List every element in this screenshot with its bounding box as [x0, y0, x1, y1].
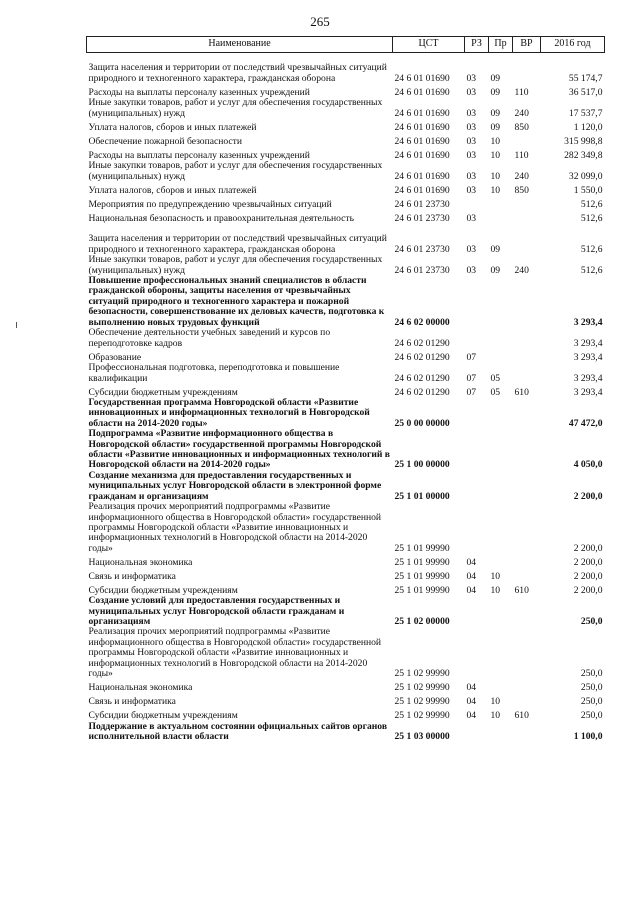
cell-name: Создание условий для предоставления государственных и муниципальных услуг Новгородской области гражданам и организациям — [88, 595, 345, 627]
cell-vr — [513, 53, 541, 85]
cell-vr: 240 — [514, 264, 529, 276]
cell-pr: 10 — [490, 149, 501, 161]
cell-pr — [489, 196, 513, 210]
cell-vr — [513, 429, 541, 471]
cell-amount: 1 100,0 — [573, 730, 603, 742]
cell-pr: 10 — [490, 184, 501, 196]
cell-vr — [513, 349, 541, 363]
cell-pr — [489, 596, 513, 627]
cell-vr — [513, 502, 541, 554]
cell-cst: 25 1 01 00000 — [394, 490, 450, 502]
cell-amount: 512,6 — [580, 212, 603, 224]
cell-vr — [513, 596, 541, 627]
cell-pr: 09 — [490, 243, 501, 255]
cell-cst: 25 1 02 00000 — [394, 615, 450, 627]
cell-amount: 315 998,8 — [564, 135, 603, 147]
header-vr: ВР — [513, 37, 541, 53]
cell-name: Иные закупки товаров, работ и услуг для обеспечения государственных (муниципальных) нужд — [88, 254, 383, 276]
cell-amount: 512,6 — [580, 243, 603, 255]
cell-rz: 03 — [466, 135, 477, 147]
table-row — [87, 363, 605, 384]
cell-pr: 09 — [490, 107, 501, 119]
cell-name: Создание механизма для предоставления государственных и муниципальных услуг Новгородской области в электронной форме гражданам и организациям — [88, 469, 382, 502]
cell-cst: 25 1 01 99990 — [394, 570, 450, 582]
cell-pr — [489, 471, 513, 502]
cell-cst: 24 6 02 01290 — [394, 337, 450, 349]
cell-name: Мероприятия по предупреждению чрезвычайных ситуаций — [88, 198, 332, 210]
cell-name: Субсидии бюджетным учреждениям — [88, 709, 238, 721]
cell-vr — [513, 568, 541, 582]
cell-rz — [465, 429, 489, 471]
cell-pr — [489, 721, 513, 742]
cell-amount: 250,0 — [580, 709, 603, 721]
cell-amount: 2 200,0 — [573, 542, 603, 554]
cell-cst: 24 6 01 23730 — [394, 264, 450, 276]
table-row — [87, 98, 605, 119]
cell-vr: 240 — [514, 107, 529, 119]
cell-rz: 07 — [466, 372, 477, 384]
cell-rz: 03 — [466, 184, 477, 196]
cell-name: Профессиональная подготовка, переподготовка и повышение квалификации — [88, 362, 340, 384]
cell-pr: 10 — [490, 709, 501, 721]
cell-pr — [489, 276, 513, 328]
cell-vr — [513, 471, 541, 502]
cell-cst: 25 1 02 99990 — [394, 667, 450, 679]
cell-name: Расходы на выплаты персоналу казенных учреждений — [88, 149, 310, 161]
cell-amount: 32 099,0 — [568, 170, 603, 182]
cell-amount: 3 293,4 — [573, 316, 603, 328]
cell-rz — [465, 328, 489, 349]
cell-vr: 850 — [514, 184, 529, 196]
cell-cst: 25 1 03 00000 — [394, 730, 450, 742]
cell-name: Подпрограмма «Развитие информационного общества в Новгородской области» государственной программы Новгородской области «Развитие инновационных и информационных технологий в Новгородской области на 2014-2020 годы» — [88, 428, 390, 471]
cell-amount: 250,0 — [580, 681, 603, 693]
cell-cst: 24 6 02 01290 — [394, 351, 450, 363]
cell-name: Обеспечение деятельности учебных заведений и курсов по переподготовке кадров — [88, 327, 331, 349]
table-row — [87, 224, 605, 255]
cell-vr — [513, 328, 541, 349]
cell-amount: 250,0 — [580, 695, 603, 707]
cell-rz: 04 — [466, 695, 477, 707]
cell-rz: 07 — [466, 386, 477, 398]
cell-vr: 110 — [514, 86, 529, 98]
table-row — [87, 471, 605, 502]
cell-name: Реализация прочих мероприятий подпрограммы «Развитие информационного общества в Новгородской области» государственной программы Новгородской области «Развитие инновационных и информационных технологий в Новгородской области на 2014-2020 годы» — [88, 501, 382, 554]
cell-vr — [513, 210, 541, 224]
cell-pr — [489, 502, 513, 554]
table-row — [87, 502, 605, 554]
cell-cst: 25 0 00 00000 — [394, 417, 450, 429]
table-row — [87, 276, 605, 328]
cell-name: Национальная экономика — [88, 681, 193, 693]
cell-rz: 03 — [466, 212, 477, 224]
cell-name: Иные закупки товаров, работ и услуг для обеспечения государственных (муниципальных) нужд — [88, 97, 383, 119]
cell-pr: 10 — [490, 695, 501, 707]
cell-amount: 3 293,4 — [573, 337, 603, 349]
cell-name: Обеспечение пожарной безопасности — [88, 135, 243, 147]
cell-cst: 24 6 01 01690 — [394, 184, 450, 196]
cell-cst: 24 6 01 23730 — [394, 198, 450, 210]
cell-rz — [465, 627, 489, 679]
cell-amount: 3 293,4 — [573, 386, 603, 398]
cell-cst: 25 1 02 99990 — [394, 681, 450, 693]
cell-cst: 24 6 02 01290 — [394, 386, 450, 398]
cell-rz: 04 — [466, 570, 477, 582]
cell-name: Повышение профессиональных знаний специалистов в области гражданской обороны, защиты населения от чрезвычайных ситуаций природного и техногенного характера и пожарной безопасности, совершенствование их деловых качеств, подготовка к выполнению новых трудовых функций — [88, 275, 385, 328]
cell-amount: 250,0 — [580, 615, 603, 627]
cell-cst: 24 6 01 01690 — [394, 86, 450, 98]
table-row — [87, 133, 605, 147]
cell-vr: 240 — [514, 170, 529, 182]
cell-cst: 24 6 01 01690 — [394, 107, 450, 119]
cell-rz: 04 — [466, 709, 477, 721]
cell-cst: 25 1 01 99990 — [394, 584, 450, 596]
cell-pr: 10 — [490, 135, 501, 147]
cell-pr — [489, 679, 513, 693]
table-row — [87, 119, 605, 133]
table-row — [87, 84, 605, 98]
cell-pr — [489, 210, 513, 224]
cell-rz: 03 — [466, 149, 477, 161]
cell-name: Уплата налогов, сборов и иных платежей — [88, 184, 257, 196]
cell-name: Национальная экономика — [88, 556, 193, 568]
cell-cst: 24 6 01 01690 — [394, 72, 450, 84]
cell-cst: 24 6 02 00000 — [394, 316, 450, 328]
cell-pr — [489, 398, 513, 429]
cell-rz — [465, 721, 489, 742]
cell-rz: 07 — [466, 351, 477, 363]
cell-amount: 2 200,0 — [573, 490, 603, 502]
cell-pr — [489, 349, 513, 363]
cell-vr — [513, 196, 541, 210]
cell-name: Защита населения и территории от последствий чрезвычайных ситуаций природного и техногенного характера, гражданская оборона — [88, 62, 387, 84]
table-row — [87, 196, 605, 210]
cell-name: Реализация прочих мероприятий подпрограммы «Развитие информационного общества в Новгородской области» государственной программы Новгородской области «Развитие инновационных и информационных технологий в Новгородской области на 2014-2020 годы» — [88, 626, 382, 679]
cell-name: Уплата налогов, сборов и иных платежей — [88, 121, 257, 133]
cell-pr: 05 — [490, 372, 501, 384]
table-row — [87, 147, 605, 161]
cell-cst: 24 6 01 01690 — [394, 135, 450, 147]
cell-vr — [513, 554, 541, 568]
cell-rz: 03 — [466, 264, 477, 276]
table-row — [87, 679, 605, 693]
cell-cst: 24 6 01 23730 — [394, 212, 450, 224]
cell-vr: 850 — [514, 121, 529, 133]
cell-amount: 512,6 — [580, 264, 603, 276]
cell-cst: 24 6 02 01290 — [394, 372, 450, 384]
cell-pr: 09 — [490, 86, 501, 98]
cell-pr: 09 — [490, 121, 501, 133]
cell-cst: 24 6 01 01690 — [394, 170, 450, 182]
cell-pr: 09 — [490, 72, 501, 84]
cell-amount: 3 293,4 — [573, 372, 603, 384]
cell-cst: 24 6 01 23730 — [394, 243, 450, 255]
cell-amount: 2 200,0 — [573, 556, 603, 568]
table-row — [87, 328, 605, 349]
cell-cst: 25 1 00 00000 — [394, 459, 450, 471]
cell-pr — [489, 627, 513, 679]
cell-vr — [513, 721, 541, 742]
header-name: Наименование — [87, 37, 393, 53]
cell-amount: 1 550,0 — [573, 184, 603, 196]
cell-cst: 25 1 01 99990 — [394, 542, 450, 554]
header-cst: ЦСТ — [393, 37, 465, 53]
table-header-row — [87, 37, 605, 53]
page-number: 265 — [310, 14, 330, 29]
cell-cst: 25 1 02 99990 — [394, 709, 450, 721]
cell-vr — [513, 363, 541, 384]
cell-rz: 03 — [466, 107, 477, 119]
table-body — [87, 53, 605, 743]
cell-pr: 10 — [490, 570, 501, 582]
cell-name: Иные закупки товаров, работ и услуг для обеспечения государственных (муниципальных) нужд — [88, 160, 383, 182]
cell-vr — [513, 276, 541, 328]
table-row — [87, 210, 605, 224]
cell-rz — [465, 276, 489, 328]
cell-name: Защита населения и территории от последствий чрезвычайных ситуаций природного и техногенного характера, гражданская оборона — [88, 233, 387, 255]
cell-name: Расходы на выплаты персоналу казенных учреждений — [88, 86, 310, 98]
table-row — [87, 568, 605, 582]
cell-cst: 24 6 01 01690 — [394, 149, 450, 161]
table-row — [87, 53, 605, 85]
cell-vr — [513, 133, 541, 147]
cell-rz — [465, 502, 489, 554]
table-row — [87, 596, 605, 627]
cell-vr: 610 — [514, 709, 529, 721]
cell-cst: 25 1 02 99990 — [394, 695, 450, 707]
table-row — [87, 161, 605, 182]
cell-vr — [513, 693, 541, 707]
cell-vr: 610 — [514, 386, 529, 398]
table-row — [87, 384, 605, 398]
table-row — [87, 554, 605, 568]
cell-rz: 04 — [466, 556, 477, 568]
cell-rz: 03 — [466, 86, 477, 98]
header-pr: Пр — [489, 37, 513, 53]
cell-rz: 03 — [466, 121, 477, 133]
cell-rz: 03 — [466, 72, 477, 84]
table-row — [87, 182, 605, 196]
cell-amount: 3 293,4 — [573, 351, 603, 363]
cell-pr — [489, 554, 513, 568]
cell-amount: 1 120,0 — [573, 121, 603, 133]
table-row — [87, 349, 605, 363]
cell-pr: 10 — [490, 584, 501, 596]
cell-amount: 282 349,8 — [564, 149, 603, 161]
cell-amount: 4 050,0 — [573, 459, 603, 471]
cell-vr — [513, 224, 541, 255]
cell-pr — [489, 429, 513, 471]
cell-pr — [489, 328, 513, 349]
budget-table — [86, 36, 605, 742]
cell-vr — [513, 679, 541, 693]
cell-pr: 05 — [490, 386, 501, 398]
table-row — [87, 627, 605, 679]
cell-name: Субсидии бюджетным учреждениям — [88, 386, 238, 398]
cell-rz: 03 — [466, 170, 477, 182]
cell-name: Связь и информатика — [88, 695, 176, 707]
table-row — [87, 429, 605, 471]
cell-amount: 17 537,7 — [568, 107, 603, 119]
table-row — [87, 721, 605, 742]
cell-vr — [513, 398, 541, 429]
header-year: 2016 год — [541, 37, 605, 53]
cell-rz — [465, 398, 489, 429]
cell-amount: 512,6 — [580, 198, 603, 210]
cell-rz — [465, 196, 489, 210]
cell-name: Поддержание в актуальном состоянии официальных сайтов органов исполнительной власти области — [88, 720, 388, 742]
cell-pr: 09 — [490, 264, 501, 276]
cell-amount: 2 200,0 — [573, 570, 603, 582]
table-row — [87, 693, 605, 707]
cell-amount: 47 472,0 — [568, 417, 603, 429]
cell-name: Национальная безопасность и правоохранительная деятельность — [88, 212, 354, 224]
cell-vr — [513, 627, 541, 679]
cell-name: Субсидии бюджетным учреждениям — [88, 584, 238, 596]
cell-cst: 25 1 01 99990 — [394, 556, 450, 568]
cell-name: Связь и информатика — [88, 570, 176, 582]
cell-rz: 04 — [466, 584, 477, 596]
cell-amount: 55 174,7 — [568, 72, 603, 84]
margin-mark — [16, 322, 20, 328]
header-rz: РЗ — [465, 37, 489, 53]
table-row — [87, 398, 605, 429]
cell-name: Образование — [88, 351, 142, 363]
cell-cst: 24 6 01 01690 — [394, 121, 450, 133]
cell-rz — [465, 596, 489, 627]
cell-name: Государственная программа Новгородской области «Развитие инновационных и информационных технологий в Новгородской области на 2014-2020 годы» — [88, 397, 370, 429]
table-row — [87, 707, 605, 721]
cell-vr: 610 — [514, 584, 529, 596]
table-row — [87, 255, 605, 276]
cell-rz — [465, 471, 489, 502]
cell-pr: 10 — [490, 170, 501, 182]
cell-rz: 03 — [466, 243, 477, 255]
cell-amount: 2 200,0 — [573, 584, 603, 596]
cell-amount: 36 517,0 — [568, 86, 603, 98]
table-row — [87, 582, 605, 596]
cell-vr: 110 — [514, 149, 529, 161]
cell-rz: 04 — [466, 681, 477, 693]
cell-amount: 250,0 — [580, 667, 603, 679]
